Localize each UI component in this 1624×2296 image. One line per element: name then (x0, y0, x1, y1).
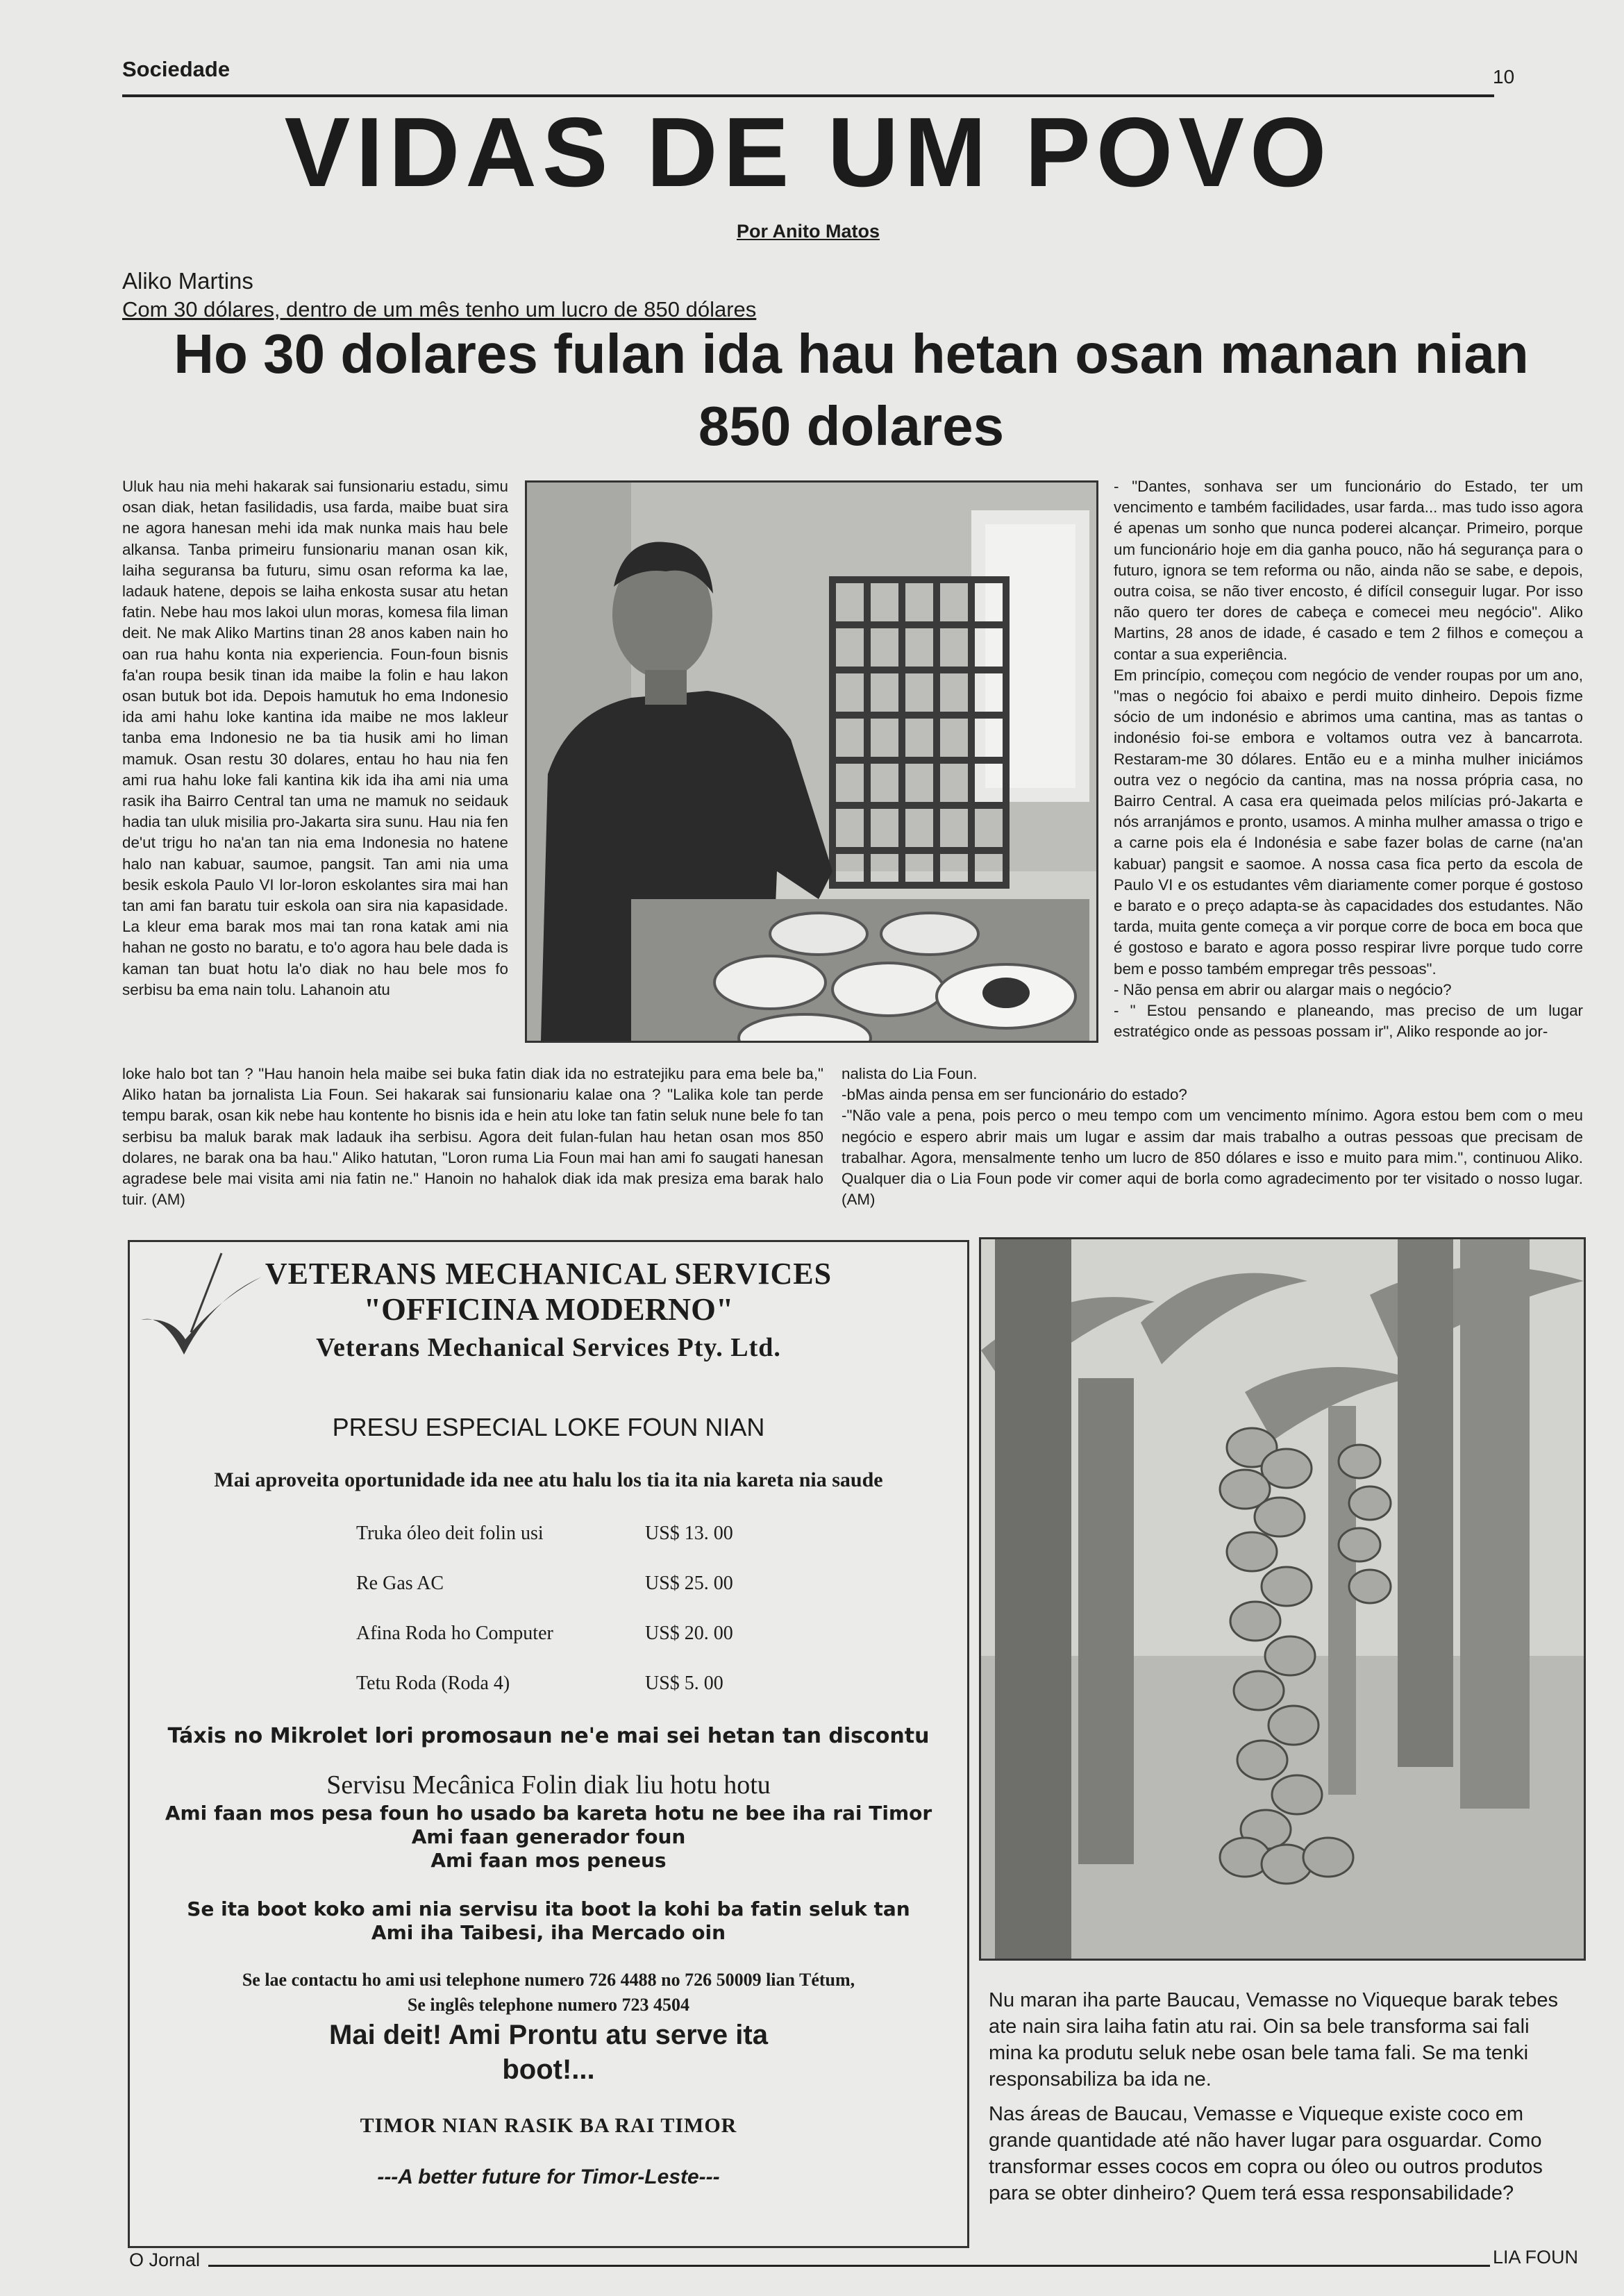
ad-slogan: TIMOR NIAN RASIK BA RAI TIMOR (360, 2114, 737, 2137)
article-tetum-column-2: loke halo bot tan ? "Hau hanoin hela maibe sei buka fatin diak ida no estratejiku para ema bele ba," Aliko hatan ba jornalista Lia Foun. Sei hakarak sai funsionariu kalae ona ? "Lalika kole tan perde tempu barak, osan kik nebe hau kontente ho bisnis ida e hein atu loke tan fatin seluk nune bele fo tan serbisu ba maluk barak mak ladauk iha serbisu. Agora deit fulan-fulan hau hetan osan mos 850 dolares, ne barak ona ba hau." Aliko hatutan, "Loron ruma Lia Foun mai han ami fo saugati hanesan agradese bele mai visita ami nia fatin ne." Hanoin no hahalok diak ida mak presiza ema barak halo tuir. (AM) (122, 1065, 823, 1209)
bottom-rule (208, 2265, 1490, 2267)
price-row-price: US$ 20. 00 (645, 1623, 733, 1644)
ad-workshop-name: "OFFICINA MODERNO" (363, 1291, 734, 1327)
ad-taxi-promo: Táxis no Mikrolet lori promosaun ne'e mai sei hetan tan discontu (167, 1724, 930, 1748)
ad-referral: Se ita boot koko ami nia servisu ita boot la kohi ba fatin seluk tan (187, 1897, 910, 1920)
ad-contact-tetum: Se lae contactu ho ami usi telephone numero 726 4488 no 726 50009 lian Tétum, (242, 1970, 855, 1990)
coconut-caption-portuguese: Nas áreas de Baucau, Vemasse e Viqueque existe coco em grande quantidade até não haver lugar para osguardar. Como transformar esses cocos em copra ou óleo ou outros produtos para se obter dinheiro? Quem terá essa responsabilidade? (989, 2103, 1543, 2204)
price-row-price: US$ 13. 00 (645, 1523, 733, 1544)
ad-company-name: VETERANS MECHANICAL SERVICES (265, 1257, 832, 1291)
price-row-service: Re Gas AC (356, 1573, 444, 1594)
ad-contact-english: Se inglês telephone numero 723 4504 (407, 1995, 690, 2015)
article-portuguese-column-2: nalista do Lia Foun. -bMas ainda pensa em ser funcionário do estado? -"Não vale a pena, pois perco o meu tempo com um vencimento mínimo. Agora estou bem com o meu negócio e espero abrir mais um lugar e assim dar mais trabalho a outras pessoas que precisam de trabalhar. Agora, mensalmente tenho um lucro de 850 dólares e isso e muito para mim.", continuou Aliko. Qualquer dia o Lia Foun pode vir comer aqui de borla como agradecimento por ter visitado o nosso lugar. (AM) (842, 1065, 1583, 1209)
ad-service-line: Servisu Mecânica Folin diak liu hotu hotu (326, 1770, 771, 1800)
article-tetum-column-1: Uluk hau nia mehi hakarak sai funsionariu estadu, simu osan diak, hetan fasilidadis, usa farda, maibe buat sira ne agora hanesan mehi ida mak nunka mais hau bele alkansa. Tanba primeiru funsionariu manan osan kik, laiha seguransa ba futuru, simu osan reforma ka lae, ladauk hatene, depois se laiha enkosta susar atu hetan fatin. Nebe hau mos lakoi ulun moras, komesa fila liman deit. Ne mak Aliko Martins tinan 28 anos kaben nain ho oan rua hahu konta nia experiencia. Foun-foun bisnis fa'an roupa besik tinan ida maibe la folin e hau lakon osan butuk bot ida. Depois hamutuk ho ema Indonesio ida ami hahu loke kantina ida maibe ne mos lakleur tanba ema Indonesio ne ba tia husik ami ho liman mamuk. Osan restu 30 dolares, entau ho hau nia fen ami rua hahu loke fali kantina kik ida iha ami nia uma rasik iha Bairro Central tan uma ne mamuk no seidauk hadia tan uluk misilia pro-Jakarta sira sunu. Hau nia fen de'ut trigu ho na'an tan nia ema Indonesia no hatene halo nan kabuar, saumoe, pangsit. Tan ami nia uma besik eskola Paulo VI lor-loron eskolantes sira mai han tan ami fan baratu tuir eskola oan sira nia kapasidade. La kleur ema barak mos mai tan rona katak ami nia hahan ne gosto no baratu, e to'o agora hau bele dada is kaman tan buat hotu la'o diak no hau bele mos fo serbisu ba ema nain tolu. Lahanoin atu (122, 478, 508, 998)
footer-label: O Jornal (129, 2249, 201, 2270)
newspaper-name: LIA FOUN (1493, 2247, 1579, 2268)
ad-promo-heading: PRESU ESPECIAL LOKE FOUN NIAN (332, 1413, 765, 1441)
price-row-price: US$ 5. 00 (645, 1673, 723, 1694)
ad-legal-name: Veterans Mechanical Services Pty. Ltd. (316, 1333, 781, 1362)
article-portuguese-column-1: - "Dantes, sonhava ser um funcionário do Estado, ter um vencimento e também facilidades, usar farda... mas tudo isso agora é apenas um sonho que nunca poderei alcançar. Primeiro, porque um funcionário hoje em dia ganha pouco, não há segurança para o futuro, ignora se tem reforma ou não, ainda não se sabe, e depois, outra coisa, se não tiver encosto, é difícil conseguir lugar. Por isso não quero ter dores de cabeça e comecei meu negócio". Aliko Martins, 28 anos de idade, é casado e tem 2 filhos e começou a contar a sua experiência. Em princípio, começou com negócio de vender roupas por um ano, "mas o negócio foi abaixo e perdi muito dinheiro. Depois fizme sócio de um indonésio e abrimos uma cantina, mas as tantas o indonésio foi-se embora e voltamos outra vez à bancarrota. Restaram-me 30 dólares. Então eu e a minha mulher iniciámos outra vez o negócio da cantina, mas na nossa própria casa, no Bairro Central. A casa era queimada pelos milícias pró-Jakarta e nós arranjámos e pronto, usamos. A minha mulher amassa o trigo e a carne pois ela é Indonésia e sabe fazer bolas de carne (na'an kabuar) pangsit e saomoe. A nossa casa fica perto da escola de Paulo VI e os estudantes vêm diariamente comer porque é gostoso e barato e o preço adapta-se às capacidades dos estudantes. Não tarda, muita gente começa a vir porque corre de boca em boca que é gostoso e barato e agora posso respirar livre porque tudo corre bem e posso também empregar três pessoas". - Não pensa em abrir ou alargar mais o negócio? - " Estou pensando e planeando, mas preciso de um lugar estratégico onde as pessoas possam ir", Aliko responde ao jor- (1114, 478, 1583, 1041)
price-row-service: Afina Roda ho Computer (356, 1623, 553, 1644)
ad-intro: Mai aproveita oportunidade ida nee atu halu los tia ita nia kareta nia saude (214, 1468, 883, 1491)
ad-offer-tyres: Ami faan mos peneus (430, 1849, 667, 1872)
ad-offer-generator: Ami faan generador foun (411, 1825, 686, 1848)
section-label: Sociedade (122, 57, 231, 81)
cook-photo-illustration (527, 483, 1096, 1041)
article-headline: Ho 30 dolares fulan ida hau hetan osan manan nian 850 dolares (174, 323, 1529, 457)
article-kicker: Com 30 dólares, dentro de um mês tenho um lucro de 850 dólares (122, 297, 757, 321)
article-photo (525, 480, 1098, 1043)
price-row-service: Tetu Roda (Roda 4) (356, 1673, 510, 1694)
ad-call-to-action-end: boot!... (502, 2054, 595, 2085)
byline: Por Anito Matos (737, 221, 880, 242)
palm-trees-illustration (981, 1239, 1584, 1959)
advertisement-box (128, 1240, 969, 2248)
ad-offer-parts: Ami faan mos pesa foun ho usado ba kareta hotu ne bee iha rai Timor (165, 1802, 932, 1825)
price-row-price: US$ 25. 00 (645, 1573, 733, 1594)
price-row-service: Truka óleo deit folin usi (356, 1523, 544, 1544)
coconut-caption-tetum: Nu maran iha parte Baucau, Vemasse no Viqueque barak tebes ate nain sira laiha fatin atu rai. Oin sa bele transforma sai fali mina ka produtu seluk nebe osan bele tama fali. Se ma tenki responsabiliza ba ida ne. (989, 1989, 1559, 2090)
coconut-photo (979, 1237, 1586, 1961)
page-number: 10 (1493, 66, 1515, 87)
ad-location: Ami iha Taibesi, iha Mercado oin (371, 1921, 726, 1944)
ad-tagline: ---A better future for Timor-Leste--- (377, 2165, 720, 2188)
ad-call-to-action: Mai deit! Ami Prontu atu serve ita (329, 2020, 768, 2050)
page-title: VIDAS DE UM POVO (284, 97, 1332, 208)
subject-name: Aliko Martins (122, 268, 253, 294)
